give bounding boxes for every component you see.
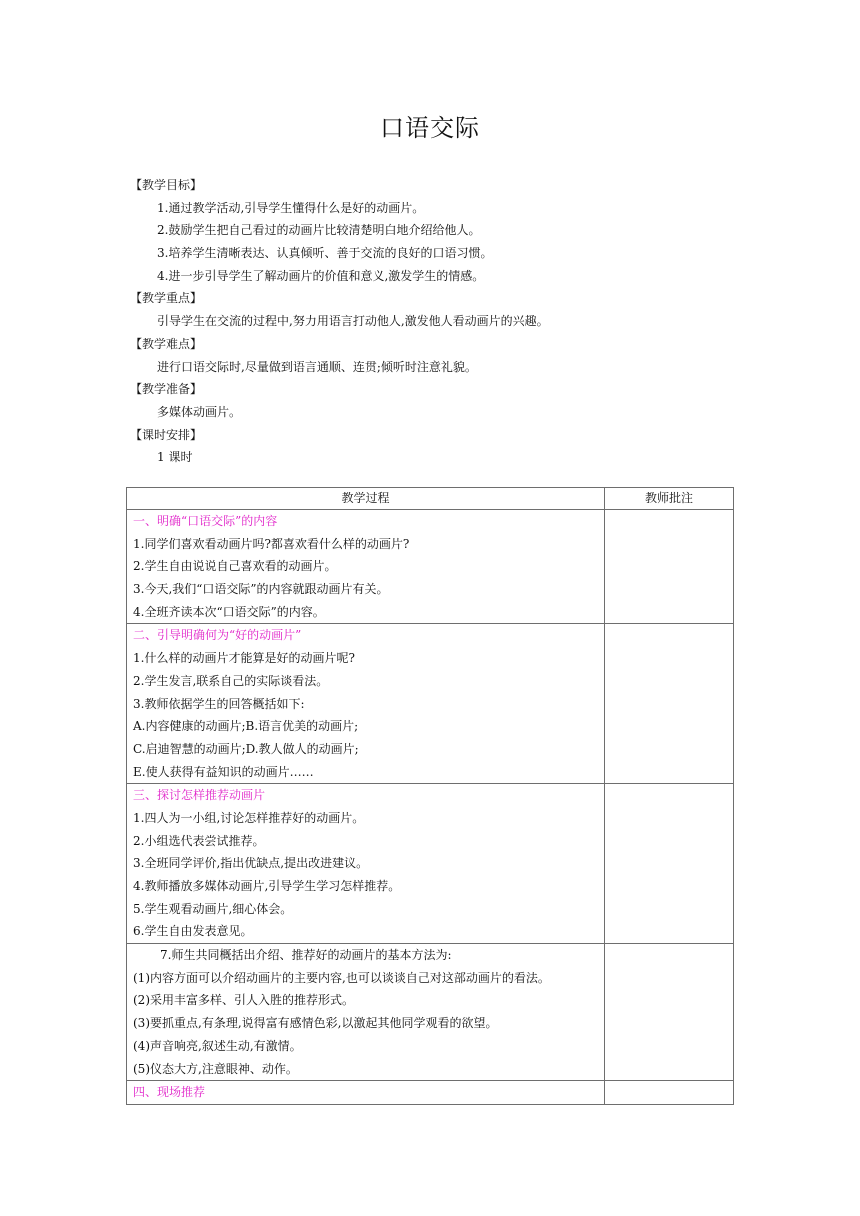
column-header-notes: 教师批注 [605, 488, 734, 510]
step-item: 1.同学们喜欢看动画片吗?都喜欢看什么样的动画片? [133, 536, 410, 551]
preparation-text: 多媒体动画片。 [157, 404, 242, 419]
table-row [127, 784, 734, 944]
step-item: 2.学生发言,联系自己的实际谈看法。 [133, 673, 329, 688]
step-item: C.启迪智慧的动画片;D.教人做人的动画片; [133, 741, 359, 756]
method-item: (1)内容方面可以介绍动画片的主要内容,也可以谈谈自己对这部动画片的看法。 [133, 970, 550, 985]
teacher-note-cell [605, 510, 734, 624]
step-item: 5.学生观看动画片,细心体会。 [133, 901, 293, 916]
step-item-lead: 7.师生共同概括出介绍、推荐好的动画片的基本方法为: [160, 948, 452, 963]
objective-item: 3.培养学生清晰表达、认真倾听、善于交流的良好的口语习惯。 [157, 246, 493, 261]
objective-item: 2.鼓励学生把自己看过的动画片比较清楚明白地介绍给他人。 [157, 223, 481, 238]
step-item: 4.全班齐读本次“口语交际”的内容。 [133, 604, 325, 619]
section-heading-schedule: 【课时安排】 [130, 427, 203, 442]
step-item: 3.今天,我们“口语交际”的内容就跟动画片有关。 [133, 582, 389, 597]
step-heading: 三、探讨怎样推荐动画片 [133, 788, 266, 803]
process-cell [127, 1081, 605, 1105]
teaching-process-table [126, 487, 734, 1105]
difficulty-text: 进行口语交际时,尽量做到语言通顺、连贯;倾听时注意礼貌。 [157, 359, 477, 374]
step-item: 6.学生自由发表意见。 [133, 924, 253, 939]
step-item: 2.学生自由说说自己喜欢看的动画片。 [133, 559, 337, 574]
lesson-info [130, 174, 750, 469]
key-point-text: 引导学生在交流的过程中,努力用语言打动他人,激发他人看动画片的兴趣。 [157, 314, 549, 329]
table-header-row [127, 488, 734, 510]
process-cell [127, 784, 605, 944]
step-heading: 二、引导明确何为“好的动画片” [133, 628, 302, 643]
section-heading-key-points: 【教学重点】 [130, 291, 203, 306]
table-row [127, 510, 734, 624]
teacher-note-cell [605, 784, 734, 944]
teacher-note-cell [605, 624, 734, 784]
column-header-process: 教学过程 [127, 488, 605, 510]
schedule-text: 1 课时 [157, 450, 193, 465]
step-heading: 四、现场推荐 [133, 1085, 206, 1100]
process-cell [127, 944, 605, 1081]
step-item: 1.什么样的动画片才能算是好的动画片呢? [133, 651, 355, 666]
step-heading: 一、明确“口语交际”的内容 [133, 514, 278, 528]
section-heading-difficulties: 【教学难点】 [130, 336, 203, 351]
method-item: (3)要抓重点,有条理,说得富有感情色彩,以激起其他同学观看的欲望。 [133, 1016, 498, 1031]
table-row [127, 1081, 734, 1105]
process-cell [127, 624, 605, 784]
objective-item: 1.通过教学活动,引导学生懂得什么是好的动画片。 [157, 200, 425, 215]
step-item: 3.全班同学评价,指出优缺点,提出改进建议。 [133, 856, 369, 871]
step-item: 2.小组选代表尝试推荐。 [133, 833, 265, 848]
process-cell [127, 510, 605, 624]
method-item: (2)采用丰富多样、引人入胜的推荐形式。 [133, 993, 354, 1008]
step-item: E.使人获得有益知识的动画片…… [133, 764, 314, 779]
method-item: (5)仪态大方,注意眼神、动作。 [133, 1061, 298, 1076]
table-row [127, 624, 734, 784]
step-item: 3.教师依据学生的回答概括如下: [133, 696, 305, 711]
section-heading-preparation: 【教学准备】 [130, 382, 203, 397]
step-item: 4.教师播放多媒体动画片,引导学生学习怎样推荐。 [133, 879, 401, 893]
teacher-note-cell [605, 1081, 734, 1105]
table-row [127, 944, 734, 1081]
step-item: A.内容健康的动画片;B.语言优美的动画片; [133, 719, 359, 734]
objective-item: 4.进一步引导学生了解动画片的价值和意义,激发学生的情感。 [157, 268, 485, 283]
step-item: 1.四人为一小组,讨论怎样推荐好的动画片。 [133, 810, 365, 825]
method-item: (4)声音响亮,叙述生动,有激情。 [133, 1038, 302, 1053]
section-heading-objectives: 【教学目标】 [130, 178, 203, 192]
page-title: 口语交际 [380, 114, 480, 142]
teacher-note-cell [605, 944, 734, 1081]
